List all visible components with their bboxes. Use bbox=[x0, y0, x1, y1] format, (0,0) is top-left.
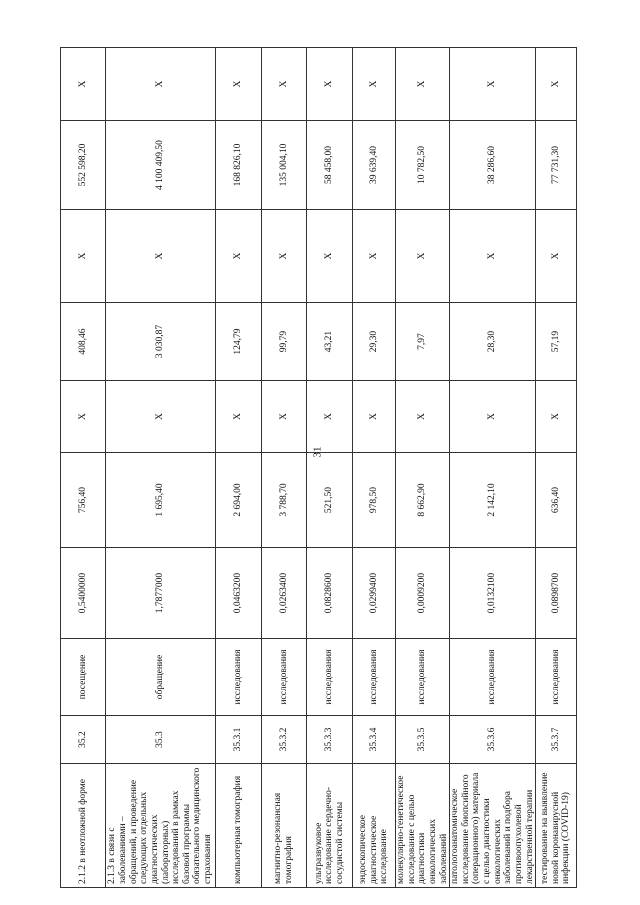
table-row bbox=[216, 48, 262, 888]
row-cost: 521,50 bbox=[307, 453, 353, 548]
row-unit: исследования bbox=[307, 639, 353, 716]
row-tariff: 99,79 bbox=[262, 303, 307, 381]
row-norm: 0,0898700 bbox=[536, 548, 577, 639]
row-norm: 0,0263400 bbox=[262, 548, 307, 639]
rotated-table-container bbox=[60, 48, 572, 888]
row-name: патологоанатомическое исследование биопсийного (операционного) материала с целью диагностики онкологических заболеваний и подбора противоопухолевой лекарственной терапии bbox=[450, 764, 536, 888]
table-row bbox=[262, 48, 307, 888]
table-row bbox=[353, 48, 396, 888]
row-x-mark: X bbox=[536, 210, 577, 303]
row-x-mark: X bbox=[61, 381, 106, 453]
row-unit: исследования bbox=[262, 639, 307, 716]
row-x-mark: X bbox=[450, 381, 536, 453]
row-code: 35.3.6 bbox=[450, 716, 536, 764]
row-unit: исследования bbox=[450, 639, 536, 716]
table-row bbox=[307, 48, 353, 888]
table-body bbox=[61, 48, 577, 888]
row-tariff: 57,19 bbox=[536, 303, 577, 381]
row-sum: 552 598,20 bbox=[61, 121, 106, 210]
row-x-mark: X bbox=[216, 381, 262, 453]
row-unit: обращение bbox=[106, 639, 216, 716]
row-x-mark: X bbox=[262, 48, 307, 121]
row-sum: 135 004,10 bbox=[262, 121, 307, 210]
row-x-mark: X bbox=[216, 48, 262, 121]
row-norm: 0,5400000 bbox=[61, 548, 106, 639]
row-name: компьютерная томография bbox=[216, 764, 262, 888]
row-x-mark: X bbox=[106, 48, 216, 121]
row-code: 35.3.2 bbox=[262, 716, 307, 764]
row-x-mark: X bbox=[216, 210, 262, 303]
row-sum: 58 458,00 bbox=[307, 121, 353, 210]
row-sum: 4 100 409,50 bbox=[106, 121, 216, 210]
row-unit: исследования bbox=[536, 639, 577, 716]
row-name: 2.1.3 в связи с заболеваниями – обращений, и проведение следующих отдельных диагностических (лабораторных) исследований в рамках базовой программы обязательного медицинского страхования bbox=[106, 764, 216, 888]
row-tariff: 29,30 bbox=[353, 303, 396, 381]
row-sum: 168 826,10 bbox=[216, 121, 262, 210]
row-cost: 8 662,90 bbox=[396, 453, 450, 548]
table-row bbox=[450, 48, 536, 888]
row-cost: 756,40 bbox=[61, 453, 106, 548]
row-unit: исследования bbox=[353, 639, 396, 716]
row-sum: 38 286,60 bbox=[450, 121, 536, 210]
row-sum: 77 731,30 bbox=[536, 121, 577, 210]
row-cost: 1 695,40 bbox=[106, 453, 216, 548]
row-code: 35.3.3 bbox=[307, 716, 353, 764]
row-name: эндоскопическое диагностическое исследование bbox=[353, 764, 396, 888]
row-code: 35.3.1 bbox=[216, 716, 262, 764]
row-name: магнитно-резонансная томография bbox=[262, 764, 307, 888]
row-cost: 3 788,70 bbox=[262, 453, 307, 548]
row-tariff: 43,21 bbox=[307, 303, 353, 381]
row-code: 35.2 bbox=[61, 716, 106, 764]
row-x-mark: X bbox=[396, 381, 450, 453]
row-code: 35.3.7 bbox=[536, 716, 577, 764]
row-tariff: 408,46 bbox=[61, 303, 106, 381]
row-name: молекулярно-генетическое исследование с целью диагностики онкологических заболеваний bbox=[396, 764, 450, 888]
table-row bbox=[536, 48, 577, 888]
row-x-mark: X bbox=[106, 210, 216, 303]
row-norm: 0,0009200 bbox=[396, 548, 450, 639]
row-unit: посещение bbox=[61, 639, 106, 716]
row-x-mark: X bbox=[450, 210, 536, 303]
row-sum: 10 782,50 bbox=[396, 121, 450, 210]
row-norm: 1,7877000 bbox=[106, 548, 216, 639]
row-unit: исследования bbox=[396, 639, 450, 716]
row-x-mark: X bbox=[262, 381, 307, 453]
row-x-mark: X bbox=[450, 48, 536, 121]
row-x-mark: X bbox=[396, 210, 450, 303]
row-tariff: 124,79 bbox=[216, 303, 262, 381]
row-x-mark: X bbox=[353, 210, 396, 303]
row-cost: 2 142,10 bbox=[450, 453, 536, 548]
page-number: 31 bbox=[311, 446, 324, 458]
row-code: 35.3 bbox=[106, 716, 216, 764]
row-x-mark: X bbox=[262, 210, 307, 303]
row-x-mark: X bbox=[106, 381, 216, 453]
table-row bbox=[61, 48, 106, 888]
row-x-mark: X bbox=[536, 381, 577, 453]
row-cost: 636,40 bbox=[536, 453, 577, 548]
row-norm: 0,0463200 bbox=[216, 548, 262, 639]
row-x-mark: X bbox=[307, 210, 353, 303]
table-row bbox=[396, 48, 450, 888]
data-table bbox=[60, 47, 577, 888]
row-unit: исследования bbox=[216, 639, 262, 716]
row-name: 2.1.2 в неотложной форме bbox=[61, 764, 106, 888]
row-name: тестирование на выявление новой коронавирусной инфекции (COVID-19) bbox=[536, 764, 577, 888]
row-cost: 978,50 bbox=[353, 453, 396, 548]
row-norm: 0,0132100 bbox=[450, 548, 536, 639]
row-code: 35.3.5 bbox=[396, 716, 450, 764]
row-x-mark: X bbox=[353, 381, 396, 453]
row-tariff: 7,97 bbox=[396, 303, 450, 381]
row-name: ультразвуковое исследование сердечно-сосудистой системы bbox=[307, 764, 353, 888]
row-x-mark: X bbox=[396, 48, 450, 121]
row-tariff: 28,30 bbox=[450, 303, 536, 381]
row-x-mark: X bbox=[307, 381, 353, 453]
row-x-mark: X bbox=[61, 210, 106, 303]
row-norm: 0,0828600 bbox=[307, 548, 353, 639]
row-x-mark: X bbox=[61, 48, 106, 121]
row-x-mark: X bbox=[353, 48, 396, 121]
row-tariff: 3 030,87 bbox=[106, 303, 216, 381]
row-cost: 2 694,00 bbox=[216, 453, 262, 548]
row-sum: 39 639,40 bbox=[353, 121, 396, 210]
row-x-mark: X bbox=[536, 48, 577, 121]
row-x-mark: X bbox=[307, 48, 353, 121]
row-norm: 0,0299400 bbox=[353, 548, 396, 639]
row-code: 35.3.4 bbox=[353, 716, 396, 764]
table-row bbox=[106, 48, 216, 888]
